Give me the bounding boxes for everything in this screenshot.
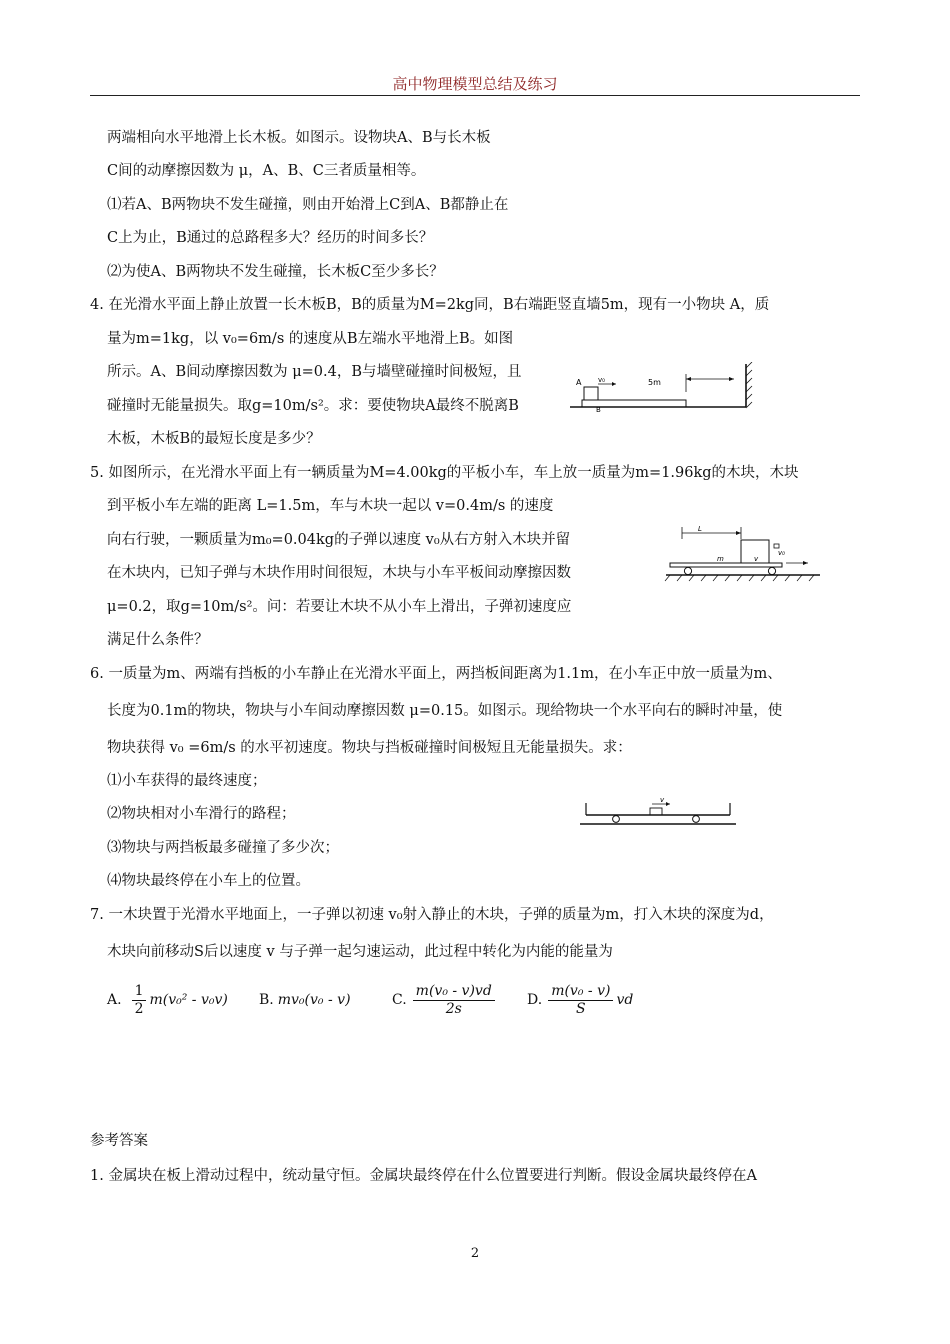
text-line: ⑶物块与两挡板最多碰撞了多少次； (107, 840, 339, 856)
text-line: 满足什么条件？ (107, 632, 209, 648)
fig4-label-a: A (576, 378, 582, 387)
fig5-label-v: v (754, 555, 759, 563)
text-line: 到平板小车左端的距离 L=1.5m，车与木块一起以 v=0.4m/s 的速度 (107, 498, 554, 514)
text-line: C上为止，B通过的总路程多大？经历的时间多长？ (107, 230, 434, 246)
answer-1-line: 1. 金属块在板上滑动过程中，统动量守恒。金属块最终停在什么位置要进行判断。假设金属块最终停在A (90, 1168, 757, 1184)
text-line: 量为m=1kg，以 v₀=6m/s 的速度从B左端水平地滑上B。如图 (107, 331, 514, 347)
option-a-fraction (132, 983, 147, 1018)
fig5-label-v0: v₀ (778, 549, 785, 557)
text-line: ⑷物块最终停在小车上的位置。 (107, 873, 310, 889)
page-number: 2 (470, 1246, 480, 1261)
answer-options (107, 978, 667, 1022)
text-line: 向右行驶，一颗质量为m₀=0.04kg的子弹以速度 v₀从右方射入木块并留 (107, 532, 571, 548)
fig5-label-l: L (698, 525, 702, 533)
text-line: 物块获得 v₀ =6m/s 的水平初速度。物块与挡板碰撞时间极短且无能量损失。求： (107, 740, 632, 756)
text-line: ⑵物块相对小车滑行的路程； (107, 806, 296, 822)
option-d-tail: vd (616, 992, 634, 1008)
option-d-numerator: m(v₀ - v) (548, 983, 613, 1001)
option-b-expression: mv₀(v₀ - v) (277, 992, 351, 1008)
option-a-expression: m(v₀² - v₀v) (149, 992, 228, 1008)
fig4-label-v0: v₀ (598, 376, 605, 384)
option-a-numerator: 1 (132, 983, 147, 1001)
option-a-label: A. (107, 992, 122, 1008)
option-a-denominator: 2 (134, 1000, 144, 1017)
problem-5-line: 5. 如图所示，在光滑水平面上有一辆质量为M=4.00kg的平板小车，车上放一质量为m=1.96kg的木块，木块 (90, 465, 799, 481)
option-c-denominator: 2s (445, 1000, 462, 1017)
text-line: ⑵为使A、B两物块不发生碰撞，长木板C至少多长？ (107, 264, 444, 280)
option-c-fraction (413, 983, 495, 1018)
problem-6-line: 6. 一质量为m、两端有挡板的小车静止在光滑水平面上，两挡板间距离为1.1m，在小车正中放一质量为m、 (90, 666, 782, 682)
text-line: μ=0.2，取g=10m/s²。问：若要让木块不从小车上滑出，子弹初速度应 (107, 599, 572, 615)
text-line: 两端相向水平地滑上长木板。如图示。设物块A、B与长木板 (107, 130, 491, 146)
text-line: ⑴小车获得的最终速度； (107, 773, 267, 789)
text-line: C间的动摩擦因数为 μ，A、B、C三者质量相等。 (107, 163, 426, 179)
fig5-label-m: m (717, 555, 724, 563)
text-line: 在木块内，已知子弹与木块作用时间很短，木块与小车平板间动摩擦因数 (107, 565, 571, 581)
option-d[interactable] (527, 978, 633, 1022)
header-rule (90, 95, 860, 96)
option-d-fraction (548, 983, 613, 1018)
text-line: 所示。A、B间动摩擦因数为 μ=0.4，B与墙壁碰撞时间极短，且 (107, 364, 522, 380)
text-line: 木板，木板B的最短长度是多少？ (107, 431, 321, 447)
fig6-label-v: v (660, 796, 665, 804)
figure-problem-5 (662, 521, 824, 583)
problem-4-line: 4. 在光滑水平面上静止放置一长木板B，B的质量为M=2kg同，B右端距竖直墙5m，现有一小物块 A，质 (90, 297, 770, 313)
option-a[interactable] (107, 978, 228, 1022)
problem-7-line: 7. 一木块置于光滑水平地面上，一子弹以初速 v₀射入静止的木块，子弹的质量为m，打入木块的深度为d， (90, 907, 774, 923)
fig4-label-dist: 5m (648, 378, 661, 387)
figure-problem-4 (562, 362, 758, 412)
option-b[interactable] (259, 978, 351, 1022)
option-c[interactable] (392, 978, 498, 1022)
text-line: 长度为0.1m的物块，物块与小车间动摩擦因数 μ=0.15。如图示。现给物块一个水平向右的瞬时冲量，使 (107, 703, 783, 719)
option-d-label: D. (527, 992, 543, 1008)
page-header: 高中物理模型总结及练习 (392, 75, 558, 93)
option-d-denominator: S (576, 1000, 586, 1017)
option-b-label: B. (259, 992, 274, 1008)
fig4-label-b: B (596, 406, 601, 412)
text-line: 碰撞时无能量损失。取g=10m/s²。求：要使物块A最终不脱离B (107, 398, 519, 414)
figure-problem-6 (578, 793, 738, 833)
answers-heading: 参考答案 (90, 1133, 148, 1149)
text-line: ⑴若A、B两物块不发生碰撞，则由开始滑上C到A、B都静止在 (107, 197, 509, 213)
option-c-numerator: m(v₀ - v)vd (413, 983, 495, 1001)
option-c-label: C. (392, 992, 407, 1008)
text-line: 木块向前移动S后以速度 v 与子弹一起匀速运动，此过程中转化为内能的能量为 (107, 944, 613, 960)
